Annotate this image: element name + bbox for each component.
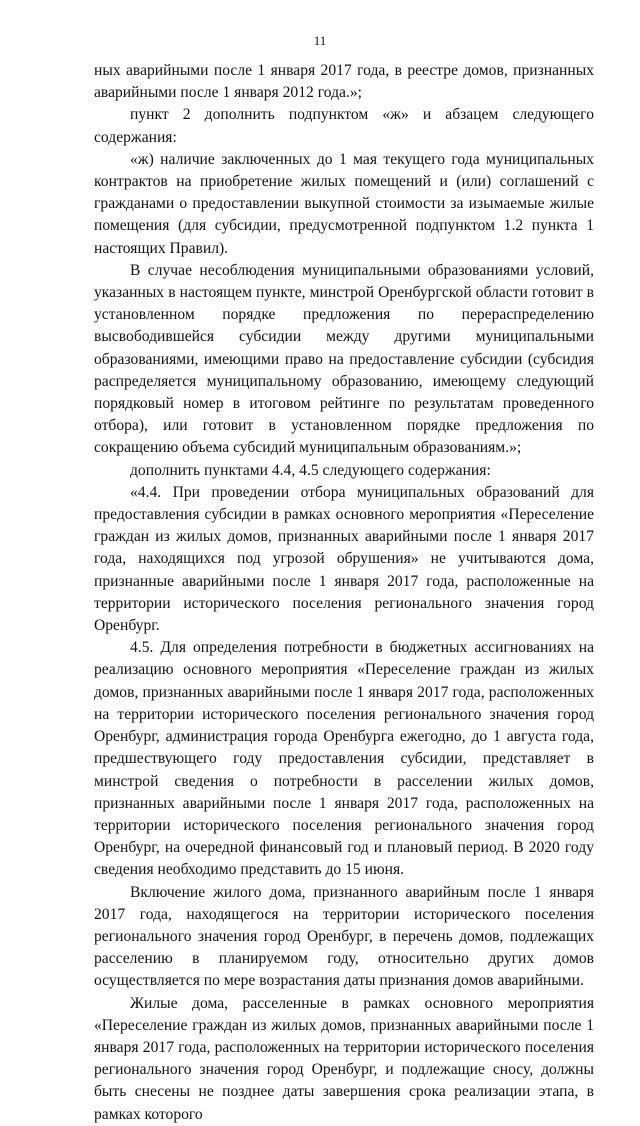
paragraph: «4.4. При проведении отбора муниципальных образований для предоставления субсидии в рамках основного мероприятия «Переселение граждан из жилых домов, признанных аварийными после 1 января 2017 года, находящихся под угрозой обрушения» не учитываются дома, признанные аварийными после 1 января 2017 года, расположенные на территории исторического поселения регионального значения город Оренбург. <box>94 483 594 635</box>
paragraph: ных аварийными после 1 января 2017 года, в реестре домов, признанных аварийными после 1 января 2012 года.»; <box>94 62 594 102</box>
page-number: 11 <box>313 33 327 48</box>
paragraph: дополнить пунктами 4.4, 4.5 следующего содержания: <box>130 461 491 479</box>
paragraph: Включение жилого дома, признанного аварийным после 1 января 2017 года, находящегося на территории исторического поселения регионального значения город Оренбург, в перечень домов, подлежащих расселению в планируемом году, относительно других домов осуществляется по мере возрастания даты признания домов аварийными. <box>94 883 594 990</box>
paragraph: В случае несоблюдения муниципальными образованиями условий, указанных в настоящем пункте, минстрой Оренбургской области готовит в установленном порядке предложения по перераспределению высвободившейся субсидии между другими муниципальными образованиями, имеющими право на предоставление субсидии (субсидия распределяется муниципальному образованию, имеющему следующий порядковый номер в итоговом рейтинге по результатам проведенного отбора), или готовит в установленном порядке предложения по сокращению объема субсидий муниципальным образованиям.»; <box>94 261 594 457</box>
paragraph: 4.5. Для определения потребности в бюджетных ассигнованиях на реализацию основного мероприятия «Переселение граждан из жилых домов, признанных аварийными после 1 января 2017 года, расположенных на территории исторического поселения регионального значения город Оренбург, администрация города Оренбурга ежегодно, до 1 августа года, предшествующего году предоставления субсидии, представляет в минстрой сведения о потребности в расселении жилых домов, признанных аварийными после 1 января 2017 года, расположенных на территории исторического поселения регионального значения город Оренбург, на очередной финансовый год и плановый период. В 2020 году сведения необходимо представить до 15 июня. <box>94 639 594 879</box>
paragraph: Жилые дома, расселенные в рамках основного мероприятия «Переселение граждан из жилых домов, признанных аварийными после 1 января 2017 года, расположенных на территории исторического поселения регионального значения город Оренбург, и подлежащие сносу, должны быть снесены не позднее даты завершения срока реализации этапа, в рамках которого <box>94 994 594 1123</box>
paragraph: «ж) наличие заключенных до 1 мая текущего года муниципальных контрактов на приобретение жилых помещений и (или) соглашений с гражданами о предоставлении выкупной стоимости за изымаемые жилые помещения (для субсидии, предусмотренной подпунктом 1.2 пункта 1 настоящих Правил). <box>94 150 594 257</box>
paragraph: пункт 2 дополнить подпунктом «ж» и абзацем следующего содержания: <box>94 106 594 146</box>
body-text <box>94 60 594 1126</box>
